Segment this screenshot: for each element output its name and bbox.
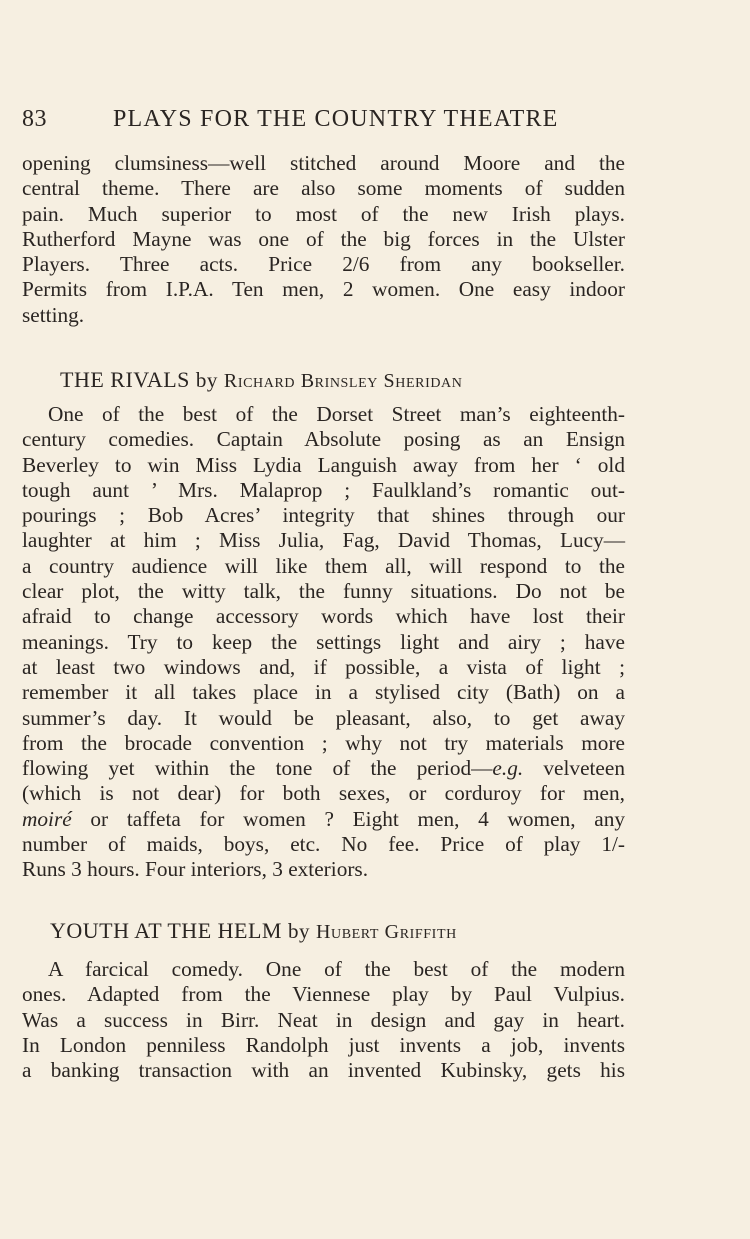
text-line: Runs 3 hours. Four interiors, 3 exteriors.	[22, 857, 369, 882]
running-title: PLAYS FOR THE COUNTRY THEATRE	[113, 106, 559, 132]
text-fragment: flowing yet within the tone of the period—	[22, 756, 493, 781]
text-line: remember it all takes place in a stylised city (Bath) on a	[22, 680, 625, 705]
text-line: laughter at him ; Miss Julia, Fag, David Thomas, Lucy—	[22, 528, 625, 553]
text-fragment: or taffeta for women ? Eight men, 4 women, any	[90, 806, 625, 831]
text-fragment: velveteen	[523, 756, 625, 781]
section-heading-youth	[50, 918, 457, 944]
text-line: a country audience will like them all, will respond to the	[22, 553, 625, 578]
author-name: Hubert Griffith	[315, 921, 457, 943]
play-title: YOUTH AT THE HELM	[50, 918, 282, 943]
rivals-paragraph	[22, 402, 625, 883]
text-line	[22, 807, 625, 832]
youth-paragraph	[22, 957, 625, 1083]
text-line	[22, 756, 625, 781]
text-line: summer’s day. It would be pleasant, also, to get away	[22, 705, 625, 730]
text-line: a banking transaction with an invented Kubinsky, gets his	[22, 1058, 625, 1083]
text-line: In London penniless Randolph just invents a job, invents	[22, 1032, 625, 1057]
text-line: One of the best of the Dorset Street man’s eighteenth-	[48, 402, 625, 426]
text-line: Rutherford Mayne was one of the big forces in the Ulster	[22, 226, 625, 251]
text-line: at least two windows and, if possible, a vista of light ;	[22, 654, 625, 679]
text-line: Beverley to win Miss Lydia Languish away from her ‘ old	[22, 452, 625, 477]
play-title: THE RIVALS	[60, 367, 190, 392]
text-line: pourings ; Bob Acres’ integrity that shines through our	[22, 503, 625, 528]
text-line: from the brocade convention ; why not try materials more	[22, 730, 625, 755]
text-line: pain. Much superior to most of the new Irish plays.	[22, 201, 625, 226]
italic-abbreviation: e.g.	[492, 756, 524, 781]
author-name: Richard Brinsley Sheridan	[223, 370, 463, 392]
italic-word: moiré	[22, 806, 72, 831]
text-line: meanings. Try to keep the settings light and airy ; have	[22, 629, 625, 654]
text-line: number of maids, boys, etc. No fee. Price of play 1/-	[22, 832, 625, 857]
intro-paragraph	[22, 151, 625, 328]
text-line: Players. Three acts. Price 2/6 from any bookseller.	[22, 252, 625, 277]
text-line: A farcical comedy. One of the best of the modern	[48, 957, 625, 981]
text-line: setting.	[22, 302, 85, 327]
running-header	[22, 104, 625, 138]
text-line: ones. Adapted from the Viennese play by Paul Vulpius.	[22, 982, 625, 1007]
page-number: 83	[22, 106, 47, 132]
text-line: opening clumsiness—well stitched around Moore and the	[22, 151, 625, 175]
text-line: tough aunt ’ Mrs. Malaprop ; Faulkland’s romantic out-	[22, 477, 625, 502]
by-word: by	[195, 368, 218, 392]
by-word: by	[287, 919, 310, 943]
text-line: Permits from I.P.A. Ten men, 2 women. One easy indoor	[22, 277, 625, 302]
text-line: central theme. There are also some moments of sudden	[22, 176, 625, 201]
text-line: Was a success in Birr. Neat in design and gay in heart.	[22, 1007, 625, 1032]
section-heading-rivals	[60, 367, 462, 393]
text-line: clear plot, the witty talk, the funny situations. Do not be	[22, 579, 625, 604]
text-line: (which is not dear) for both sexes, or corduroy for men,	[22, 781, 625, 806]
text-line: century comedies. Captain Absolute posing as an Ensign	[22, 427, 625, 452]
text-line: afraid to change accessory words which have lost their	[22, 604, 625, 629]
